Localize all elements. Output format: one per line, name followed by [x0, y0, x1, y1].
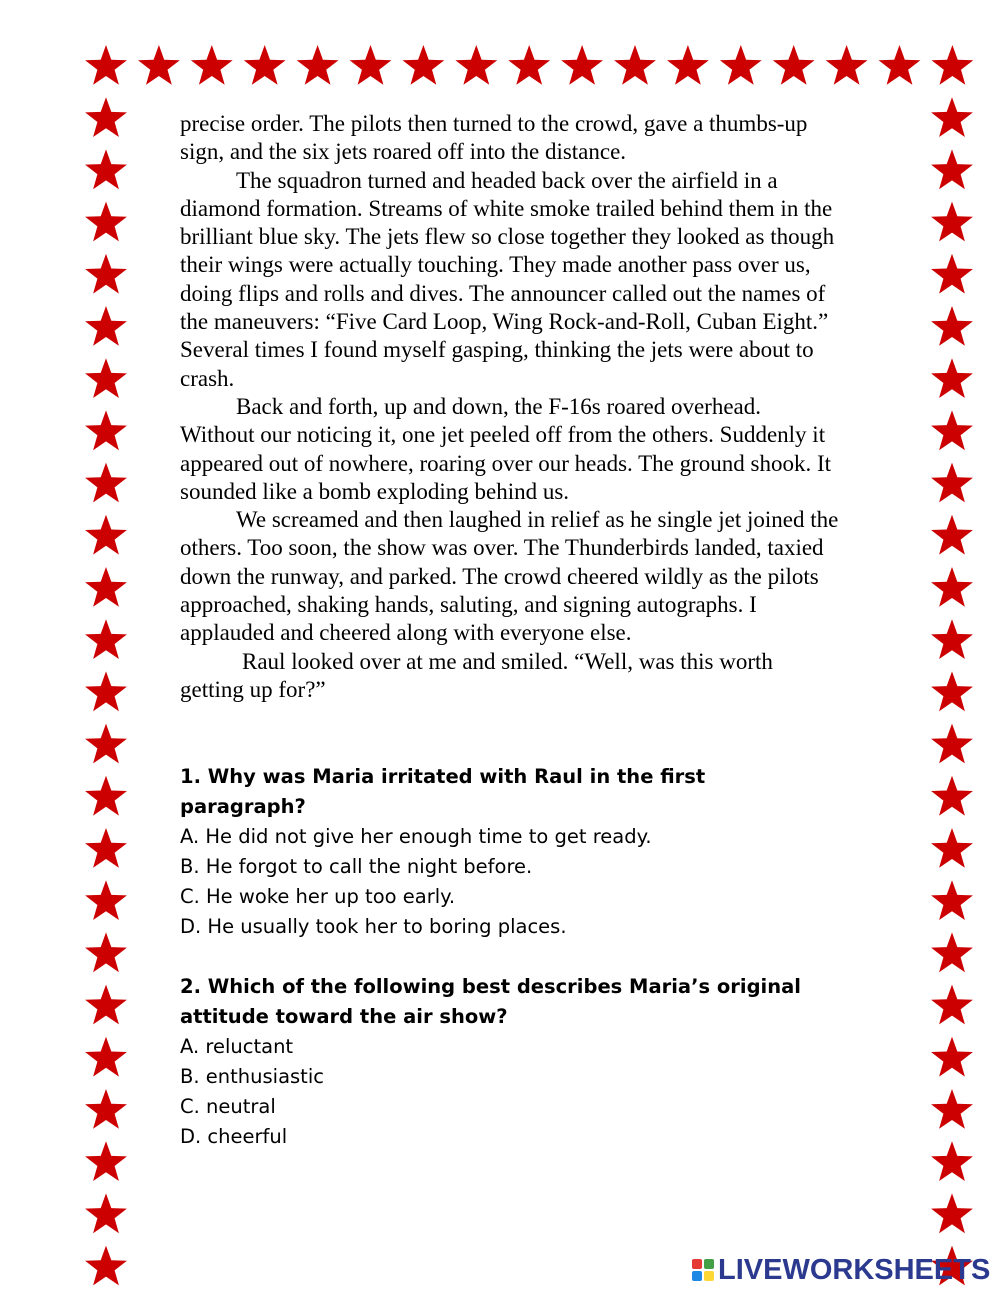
star-icon: [508, 45, 550, 85]
star-icon: [561, 45, 603, 85]
star-icon: [931, 254, 973, 294]
answer-option[interactable]: A. reluctant: [180, 1035, 294, 1058]
star-icon: [85, 410, 127, 450]
star-icon: [85, 306, 127, 346]
answer-option[interactable]: C. He woke her up too early.: [180, 885, 456, 908]
story-paragraph: Back and forth, up and down, the F-16s roared overhead. Without our noticing it, one jet peeled off from the others. Suddenly it appeared out of nowhere, roaring over our heads. The ground shook. It sounded like a bomb exploding behind us.: [180, 393, 832, 504]
star-icon: [85, 1246, 127, 1286]
story-paragraph: precise order. The pilots then turned to the crowd, gave a thumbs-up sign, and the six jets roared off into the distance.: [180, 111, 808, 165]
star-icon: [931, 515, 973, 555]
star-icon: [85, 880, 127, 920]
story-paragraph: The squadron turned and headed back over the airfield in a diamond formation. Streams of white smoke trailed behind them in the brilliant blue sky. The jets flew so close together they looked as though their wings were actually touching. They made another pass over us, doing flips and rolls and dives. The announcer called out the names of the maneuvers: “Five Card Loop, Wing Rock-and-Roll, Cuban Eight.” Several times I found myself gasping, thinking the jets were about to crash.: [180, 167, 835, 391]
star-icon: [931, 828, 973, 868]
star-icon: [85, 463, 127, 503]
star-icon: [85, 202, 127, 242]
star-icon: [931, 619, 973, 659]
star-icon: [931, 202, 973, 242]
star-icon: [85, 932, 127, 972]
star-icon: [138, 45, 180, 85]
answer-option[interactable]: B. He forgot to call the night before.: [180, 855, 533, 878]
story-paragraph: Raul looked over at me and smiled. “Well, was this worth getting up for?”: [180, 648, 773, 702]
logo-square: [692, 1259, 702, 1269]
star-icon: [931, 724, 973, 764]
question-1: [180, 762, 820, 942]
star-icon: [932, 45, 974, 85]
star-icon: [931, 567, 973, 607]
star-icon: [773, 45, 815, 85]
answer-option[interactable]: A. He did not give her enough time to get ready.: [180, 825, 652, 848]
answer-option[interactable]: C. neutral: [180, 1095, 276, 1118]
answer-option[interactable]: D. cheerful: [180, 1125, 288, 1148]
answer-option[interactable]: D. He usually took her to boring places.: [180, 915, 567, 938]
star-icon: [350, 45, 392, 85]
star-icon: [667, 45, 709, 85]
logo-square: [692, 1271, 702, 1281]
star-icon: [85, 671, 127, 711]
logo-square: [704, 1271, 714, 1281]
question-2: [180, 972, 820, 1152]
logo-square: [704, 1259, 714, 1269]
star-icon: [879, 45, 921, 85]
star-icon: [614, 45, 656, 85]
star-icon: [826, 45, 868, 85]
story-paragraph: We screamed and then laughed in relief as he single jet joined the others. Too soon, the show was over. The Thunderbirds landed, taxied down the runway, and parked. The crowd cheered wildly as the pilots approached, shaking hands, saluting, and signing autographs. I applauded and cheered along with everyone else.: [180, 507, 839, 646]
star-icon: [85, 1141, 127, 1181]
answer-option[interactable]: B. enthusiastic: [180, 1065, 324, 1088]
question-text: 1. Why was Maria irritated with Raul in the first paragraph?: [180, 765, 706, 818]
star-icon: [931, 1037, 973, 1077]
star-icon: [85, 149, 127, 189]
star-icon: [931, 932, 973, 972]
star-icon: [85, 515, 127, 555]
star-icon: [85, 724, 127, 764]
star-icon: [931, 306, 973, 346]
star-icon: [931, 776, 973, 816]
question-text: 2. Which of the following best describes Maria’s original attitude toward the air show?: [180, 975, 801, 1028]
star-icon: [85, 776, 127, 816]
star-icon: [85, 567, 127, 607]
star-icon: [931, 1193, 973, 1233]
star-icon: [403, 45, 445, 85]
star-icon: [85, 97, 127, 137]
star-icon: [931, 149, 973, 189]
star-icon: [244, 45, 286, 85]
star-icon: [85, 1089, 127, 1129]
star-icon: [931, 880, 973, 920]
logo-icon: [692, 1259, 714, 1281]
star-icon: [931, 358, 973, 398]
star-icon: [720, 45, 762, 85]
logo-text: LIVEWORKSHEETS: [718, 1253, 991, 1286]
star-icon: [191, 45, 233, 85]
star-icon: [931, 671, 973, 711]
star-icon: [931, 410, 973, 450]
liveworksheets-logo[interactable]: [692, 1253, 990, 1287]
star-icon: [297, 45, 339, 85]
star-icon: [85, 358, 127, 398]
star-icon: [455, 45, 497, 85]
story-text: [180, 110, 840, 704]
star-icon: [931, 985, 973, 1025]
star-icon: [85, 254, 127, 294]
star-icon: [85, 1037, 127, 1077]
star-icon: [85, 828, 127, 868]
star-icon: [85, 45, 127, 85]
star-icon: [85, 1193, 127, 1233]
star-icon: [85, 985, 127, 1025]
star-icon: [85, 619, 127, 659]
star-icon: [931, 1141, 973, 1181]
star-icon: [931, 463, 973, 503]
star-icon: [931, 97, 973, 137]
star-icon: [931, 1089, 973, 1129]
